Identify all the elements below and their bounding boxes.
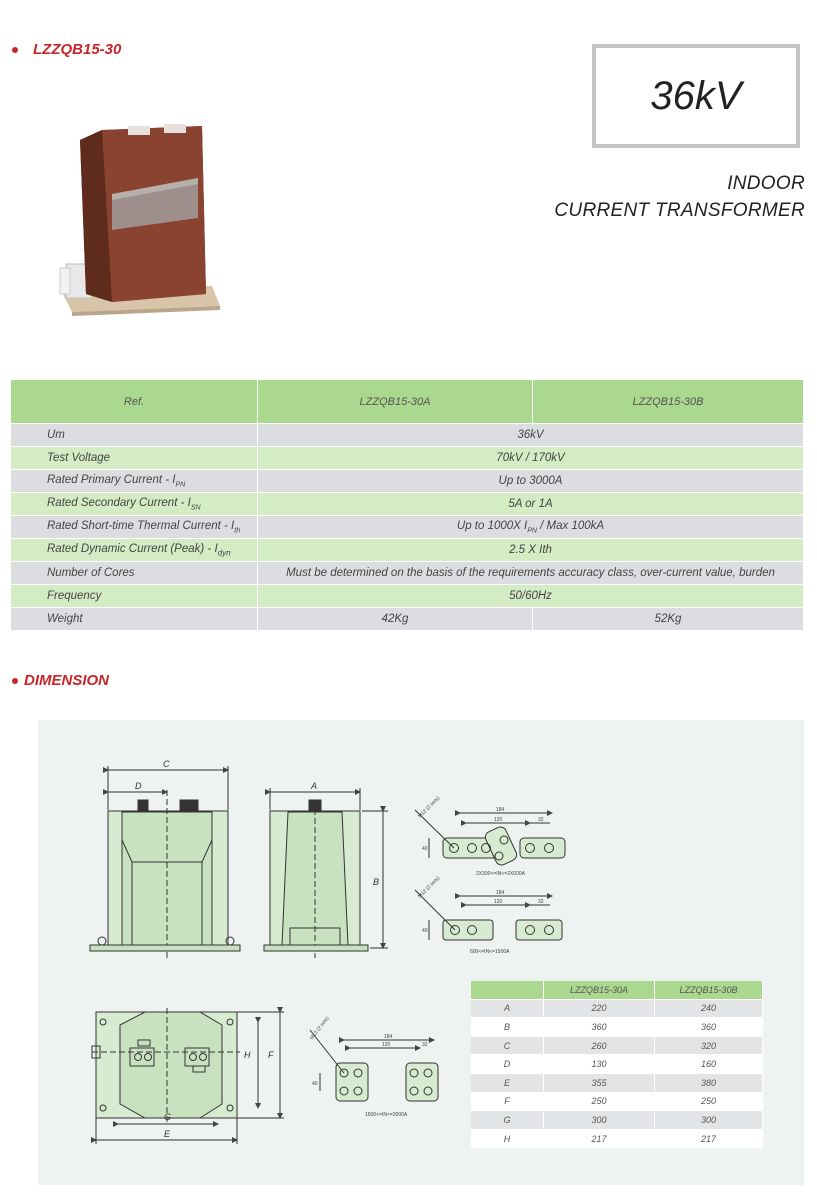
dim-col-b-header: LZZQB15-30B (655, 981, 763, 999)
row-value: Up to 1000X $I_{PN}$ / Max 100kA (258, 516, 804, 539)
dim-label-f: F (268, 1050, 274, 1060)
table-row (11, 516, 804, 539)
row-label: Rated Short-time Thermal Current - $I_{th}$ (11, 516, 258, 539)
dimension-table (471, 981, 763, 1148)
table-row: A 220 240 (471, 999, 763, 1018)
subtitle-line1: INDOOR (727, 173, 805, 194)
dim-label-e: E (164, 1129, 171, 1139)
dim-label-d: D (135, 781, 142, 791)
row-value: 36kV (258, 424, 804, 447)
dimension-bullet-icon (12, 678, 18, 684)
dim-label-g: G (164, 1112, 172, 1122)
bolt-note: M12 (2 sets) (417, 795, 442, 820)
product-photo (52, 118, 227, 318)
table-row (11, 447, 804, 470)
title-bullet-icon (12, 47, 18, 53)
row-label: Test Voltage (11, 447, 258, 470)
table-row (11, 585, 804, 608)
product-subtitle (554, 170, 805, 224)
svg-text:40: 40 (312, 1081, 318, 1087)
svg-text:184: 184 (496, 890, 505, 896)
table-row: B 360 360 (471, 1018, 763, 1037)
dim-col-a-header: LZZQB15-30A (544, 981, 655, 999)
svg-text:120: 120 (494, 817, 503, 823)
row-value: 50/60Hz (258, 585, 804, 608)
ref-header: Ref. (11, 380, 258, 424)
dim-label-c: C (163, 759, 170, 769)
table-row: H 217 217 (471, 1129, 763, 1148)
svg-text:40: 40 (422, 928, 428, 934)
table-row (11, 470, 804, 493)
svg-text:32: 32 (538, 817, 544, 823)
row-label: Frequency (11, 585, 258, 608)
row-value: 5A or 1A (258, 493, 804, 516)
svg-text:32: 32 (538, 899, 544, 905)
product-title: LZZQB15-30 (33, 41, 122, 58)
range-note-1: 2X300<=IN<=2X600A (476, 871, 525, 877)
table-row (11, 424, 804, 447)
svg-text:32: 32 (422, 1042, 428, 1048)
bolt-note: M12 (2 sets) (308, 1015, 331, 1042)
row-label: Rated Dynamic Current (Peak) - $I_{dyn}$ (11, 539, 258, 562)
row-value: Must be determined on the basis of the requirements accuracy class, over-current value, burden (258, 562, 804, 585)
voltage-label: 36kV (650, 73, 742, 118)
dim-label-a: A (311, 781, 318, 791)
table-row (11, 562, 804, 585)
row-value: Up to 3000A (258, 470, 804, 493)
svg-text:184: 184 (384, 1034, 393, 1040)
table-row (11, 608, 804, 631)
table-row: D 130 160 (471, 1055, 763, 1074)
row-label: Um (11, 424, 258, 447)
dim-label-b: B (373, 877, 380, 887)
svg-text:184: 184 (496, 807, 505, 813)
row-label: Rated Primary Current - $I_{PN}$ (11, 470, 258, 493)
table-row: E 355 380 (471, 1073, 763, 1092)
spec-table (11, 380, 804, 631)
table-row (11, 539, 804, 562)
range-note-3: 1500<=IN<=3000A (365, 1112, 408, 1118)
dim-key-header (471, 981, 544, 999)
bolt-note: M12 (2 sets) (417, 875, 442, 900)
svg-text:120: 120 (382, 1042, 391, 1048)
col-a-header: LZZQB15-30A (258, 380, 533, 424)
row-label: Rated Secondary Current - $I_{SN}$ (11, 493, 258, 516)
table-row: C 260 320 (471, 1036, 763, 1055)
svg-text:120: 120 (494, 899, 503, 905)
subtitle-line2: CURRENT TRANSFORMER (554, 200, 805, 221)
col-b-header: LZZQB15-30B (533, 380, 804, 424)
row-label: Weight (11, 608, 258, 631)
svg-text:40: 40 (422, 846, 428, 852)
row-label: Number of Cores (11, 562, 258, 585)
table-row: G 300 300 (471, 1111, 763, 1130)
table-row: F 250 250 (471, 1092, 763, 1111)
row-value-a: 42Kg (258, 608, 533, 631)
row-value-b: 52Kg (533, 608, 804, 631)
dim-label-h: H (244, 1050, 251, 1060)
row-value: 2.5 X Ith (258, 539, 804, 562)
dimension-title: DIMENSION (24, 672, 110, 689)
range-note-2: 600<=IN<=1500A (470, 949, 510, 955)
row-value: 70kV / 170kV (258, 447, 804, 470)
table-row (11, 493, 804, 516)
voltage-box (592, 44, 800, 148)
